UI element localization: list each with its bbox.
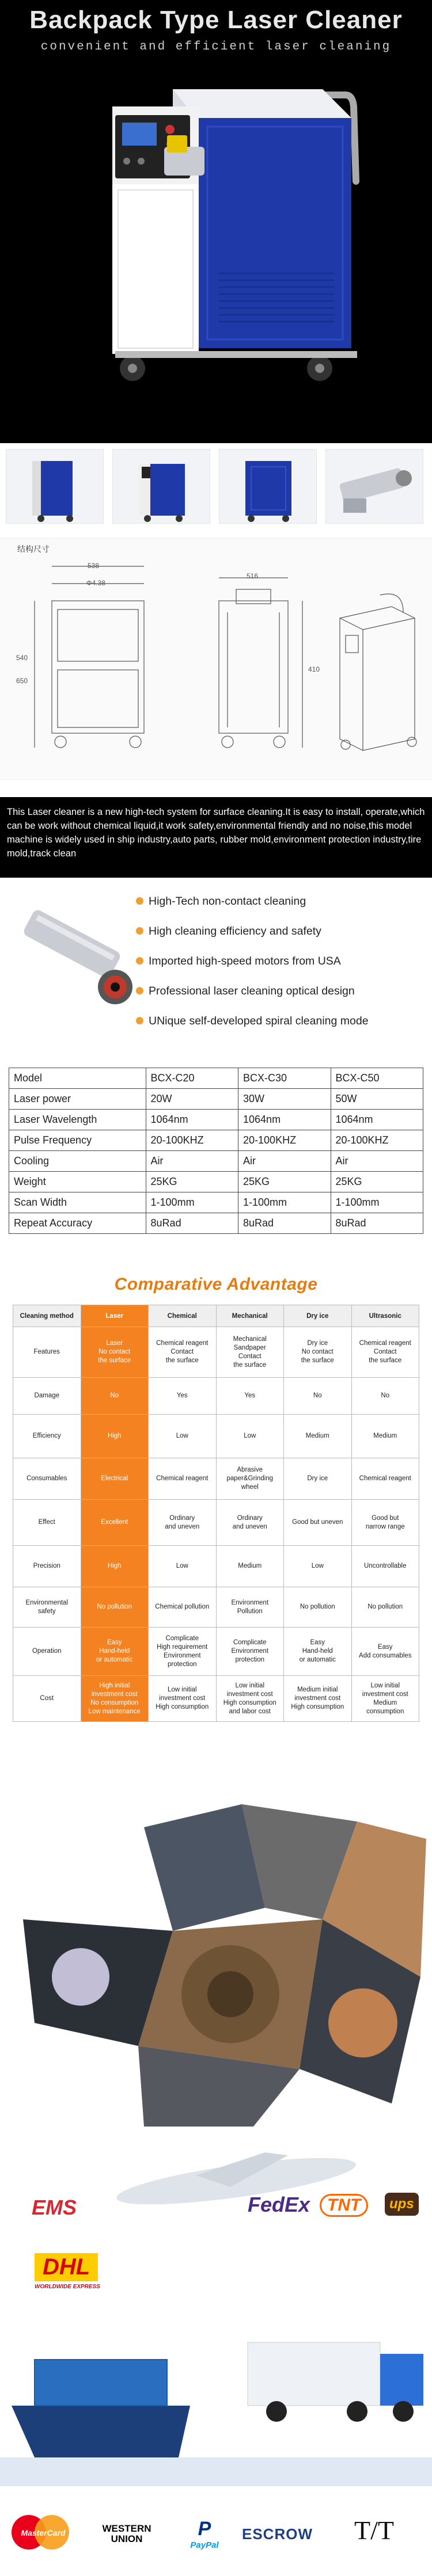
comparison-row: [13, 1327, 419, 1378]
dim-label: 516: [247, 572, 259, 580]
spec-value-cell: 25KG: [238, 1172, 331, 1192]
comparison-value-cell: Dry ice No contact the surface: [284, 1327, 352, 1378]
escrow-logo: ESCROW: [242, 2525, 313, 2543]
comparison-value-cell: Low: [149, 1546, 217, 1587]
spec-label-cell: Laser Wavelength: [9, 1110, 146, 1130]
comparison-value-cell: High initial investment cost No consumption Low maintenance: [81, 1676, 149, 1722]
comparison-value-cell: Low initial investment cost Medium consumption: [351, 1676, 419, 1722]
comparison-row: [13, 1415, 419, 1458]
comparison-value-cell: Chemical reagent: [351, 1458, 419, 1500]
comparison-value-cell: No: [81, 1378, 149, 1415]
spec-label-cell: Scan Width: [9, 1192, 146, 1213]
technical-drawing: [0, 555, 432, 779]
spec-value-cell: 30W: [238, 1089, 331, 1110]
spec-value-cell: Air: [146, 1151, 238, 1172]
spec-section: [0, 1068, 432, 1257]
spec-row: [9, 1151, 423, 1172]
comparison-value-cell: Abrasive paper&Grinding wheel: [216, 1458, 284, 1500]
comparison-value-cell: Uncontrollable: [351, 1546, 419, 1587]
comparison-row: [13, 1458, 419, 1500]
product-thumb: [6, 449, 104, 524]
comparison-label-cell: Consumables: [13, 1458, 81, 1500]
spec-row: [9, 1192, 423, 1213]
comparison-value-cell: Low initial investment cost High consumption: [149, 1676, 217, 1722]
spec-value-cell: 1-100mm: [238, 1192, 331, 1213]
spec-label-cell: Weight: [9, 1172, 146, 1192]
comparison-label-cell: Environmental safety: [13, 1587, 81, 1628]
spec-value-cell: 25KG: [331, 1172, 423, 1192]
spec-value-cell: Air: [238, 1151, 331, 1172]
bullet-icon: [136, 927, 143, 935]
hero-subtitle: convenient and efficient laser cleaning: [40, 40, 392, 54]
feature-item: High cleaning efficiency and safety: [149, 925, 321, 938]
bullet-icon: [136, 1017, 143, 1024]
dim-label: Φ4.38: [86, 579, 105, 587]
bullet-icon: [136, 897, 143, 905]
comparison-value-cell: Good but narrow range: [351, 1500, 419, 1546]
spec-label-cell: Repeat Accuracy: [9, 1213, 146, 1234]
drawing-title: 结构尺寸: [17, 544, 50, 554]
comparison-value-cell: Complicate Environment protection: [216, 1628, 284, 1676]
spec-value-cell: 8uRad: [331, 1213, 423, 1234]
spec-label-cell: Pulse Frequency: [9, 1130, 146, 1151]
comparison-header-cell: Chemical: [149, 1305, 217, 1327]
comparison-value-cell: Complicate High requirement Environment protection: [149, 1628, 217, 1676]
spec-value-cell: 50W: [331, 1089, 423, 1110]
comparison-value-cell: Ordinary and uneven: [149, 1500, 217, 1546]
feature-item: High-Tech non-contact cleaning: [149, 895, 306, 908]
comparison-value-cell: Medium: [284, 1415, 352, 1458]
spec-value-cell: BCX-C50: [331, 1068, 423, 1089]
dim-label: 540: [16, 654, 28, 662]
spec-value-cell: BCX-C20: [146, 1068, 238, 1089]
comparison-row: [13, 1676, 419, 1722]
bullet-icon: [136, 957, 143, 965]
spec-value-cell: 8uRad: [146, 1213, 238, 1234]
comparison-value-cell: Medium initial investment cost High consumption: [284, 1676, 352, 1722]
product-thumb: [112, 449, 210, 524]
comparison-row: [13, 1546, 419, 1587]
spec-value-cell: Air: [331, 1151, 423, 1172]
laser-gun-illustration: [12, 889, 144, 1039]
spec-row: [9, 1089, 423, 1110]
feature-item: Imported high-speed motors from USA: [149, 955, 341, 968]
logistics-section: [0, 2135, 432, 2576]
spec-value-cell: 1-100mm: [331, 1192, 423, 1213]
comparison-value-cell: Easy Hand-held or automatic: [284, 1628, 352, 1676]
comparison-row: [13, 1628, 419, 1676]
comparison-value-cell: Excellent: [81, 1500, 149, 1546]
description-block: [0, 797, 432, 878]
comparison-value-cell: Mechanical Sandpaper Contact the surface: [216, 1327, 284, 1378]
dhl-logo: DHL: [35, 2253, 98, 2281]
comparison-title: Comparative Advantage: [114, 1275, 318, 1294]
spec-row: [9, 1110, 423, 1130]
payment-logos: [0, 2503, 432, 2561]
dim-label: 410: [308, 665, 320, 673]
comparison-value-cell: Easy Add consumables: [351, 1628, 419, 1676]
comparison-value-cell: No: [284, 1378, 352, 1415]
ups-logo: ups: [385, 2193, 419, 2216]
comparison-value-cell: Low initial investment cost High consumption and labor cost: [216, 1676, 284, 1722]
comparison-value-cell: Easy Hand-held or automatic: [81, 1628, 149, 1676]
hero-banner: [0, 0, 432, 443]
spec-value-cell: 1-100mm: [146, 1192, 238, 1213]
hero-title: Backpack Type Laser Cleaner: [29, 6, 403, 34]
spec-value-cell: 20-100KHZ: [331, 1130, 423, 1151]
collage-graphic: [0, 1804, 432, 2127]
bullet-icon: [136, 987, 143, 994]
feature-item: Professional laser cleaning optical design: [149, 985, 355, 998]
dhl-tagline: WORLDWIDE EXPRESS: [35, 2284, 100, 2290]
spec-value-cell: 25KG: [146, 1172, 238, 1192]
spec-value-cell: BCX-C30: [238, 1068, 331, 1089]
comparison-value-cell: Dry ice: [284, 1458, 352, 1500]
comparison-header-cell: Laser: [81, 1305, 149, 1327]
comparison-value-cell: Chemical reagent Contact the surface: [351, 1327, 419, 1378]
comparison-row: [13, 1500, 419, 1546]
spec-value-cell: 1064nm: [238, 1110, 331, 1130]
comparison-value-cell: Chemical reagent: [149, 1458, 217, 1500]
comparison-label-cell: Features: [13, 1327, 81, 1378]
comparison-value-cell: Low: [216, 1415, 284, 1458]
comparison-value-cell: Yes: [149, 1378, 217, 1415]
comparison-row: [13, 1378, 419, 1415]
spec-value-cell: 20W: [146, 1089, 238, 1110]
comparison-value-cell: No pollution: [351, 1587, 419, 1628]
comparison-header-cell: Dry ice: [284, 1305, 352, 1327]
mastercard-logo: MasterCard: [12, 2512, 75, 2552]
product-photo-strip: [0, 443, 432, 529]
comparison-value-cell: Chemical reagent Contact the surface: [149, 1327, 217, 1378]
ems-logo: EMS: [32, 2196, 77, 2219]
comparison-label-cell: Operation: [13, 1628, 81, 1676]
comparison-value-cell: Medium: [216, 1546, 284, 1587]
comparison-table: [13, 1305, 419, 1722]
machine-illustration: [0, 55, 432, 443]
comparison-label-cell: Damage: [13, 1378, 81, 1415]
spec-label-cell: Cooling: [9, 1151, 146, 1172]
comparison-value-cell: Low: [284, 1546, 352, 1587]
spec-table: [9, 1068, 423, 1234]
comparison-header-cell: Cleaning method: [13, 1305, 81, 1327]
spec-value-cell: 1064nm: [146, 1110, 238, 1130]
comparison-section: [0, 1275, 432, 1787]
dim-label: 650: [16, 677, 28, 685]
spec-label-cell: Laser power: [9, 1089, 146, 1110]
spec-row: [9, 1213, 423, 1234]
comparison-value-cell: Ordinary and uneven: [216, 1500, 284, 1546]
tt-logo: T/T: [354, 2516, 394, 2545]
feature-item: UNique self-developed spiral cleaning mode: [149, 1015, 369, 1028]
comparison-value-cell: High: [81, 1546, 149, 1587]
comparison-value-cell: Environment Pollution: [216, 1587, 284, 1628]
comparison-label-cell: Precision: [13, 1546, 81, 1587]
comparison-row: [13, 1587, 419, 1628]
comparison-label-cell: Effect: [13, 1500, 81, 1546]
laser-head-thumb: [325, 449, 423, 524]
comparison-value-cell: Electrical: [81, 1458, 149, 1500]
comparison-value-cell: Low: [149, 1415, 217, 1458]
spec-row: [9, 1172, 423, 1192]
comparison-value-cell: Medium: [351, 1415, 419, 1458]
dim-label: 538: [88, 562, 100, 570]
comparison-value-cell: Yes: [216, 1378, 284, 1415]
dimension-drawing: [0, 538, 432, 780]
comparison-header-cell: Mechanical: [216, 1305, 284, 1327]
product-thumb: [219, 449, 317, 524]
cleaning-photo-collage: [0, 1804, 432, 2127]
spec-value-cell: 20-100KHZ: [238, 1130, 331, 1151]
spec-row: [9, 1068, 423, 1089]
spec-row: [9, 1130, 423, 1151]
spec-value-cell: 20-100KHZ: [146, 1130, 238, 1151]
comparison-value-cell: Laser No contact the surface: [81, 1327, 149, 1378]
comparison-value-cell: No pollution: [284, 1587, 352, 1628]
comparison-value-cell: No pollution: [81, 1587, 149, 1628]
comparison-value-cell: Chemical pollution: [149, 1587, 217, 1628]
spec-value-cell: 1064nm: [331, 1110, 423, 1130]
tnt-logo: TNT: [320, 2194, 368, 2217]
paypal-logo: P PayPal: [190, 2518, 219, 2550]
comparison-value-cell: No: [351, 1378, 419, 1415]
description-text: This Laser cleaner is a new high-tech system for surface cleaning.It is easy to install, operate,which can be work without chemical liquid,it work safety,environmental friendly and no noise,this model machine is widely used in ship industry,auto parts, rubber mold,environment protection industry,tire mold,track clean: [7, 807, 425, 859]
comparison-label-cell: Cost: [13, 1676, 81, 1722]
comparison-header-cell: Ultrasonic: [351, 1305, 419, 1327]
features-section: [0, 878, 432, 1050]
spec-label-cell: Model: [9, 1068, 146, 1089]
comparison-label-cell: Efficiency: [13, 1415, 81, 1458]
western-union-logo: WESTERN UNION: [102, 2523, 151, 2544]
fedex-logo: FedEx: [248, 2193, 310, 2216]
comparison-value-cell: Good but uneven: [284, 1500, 352, 1546]
spec-value-cell: 8uRad: [238, 1213, 331, 1234]
comparison-value-cell: High: [81, 1415, 149, 1458]
